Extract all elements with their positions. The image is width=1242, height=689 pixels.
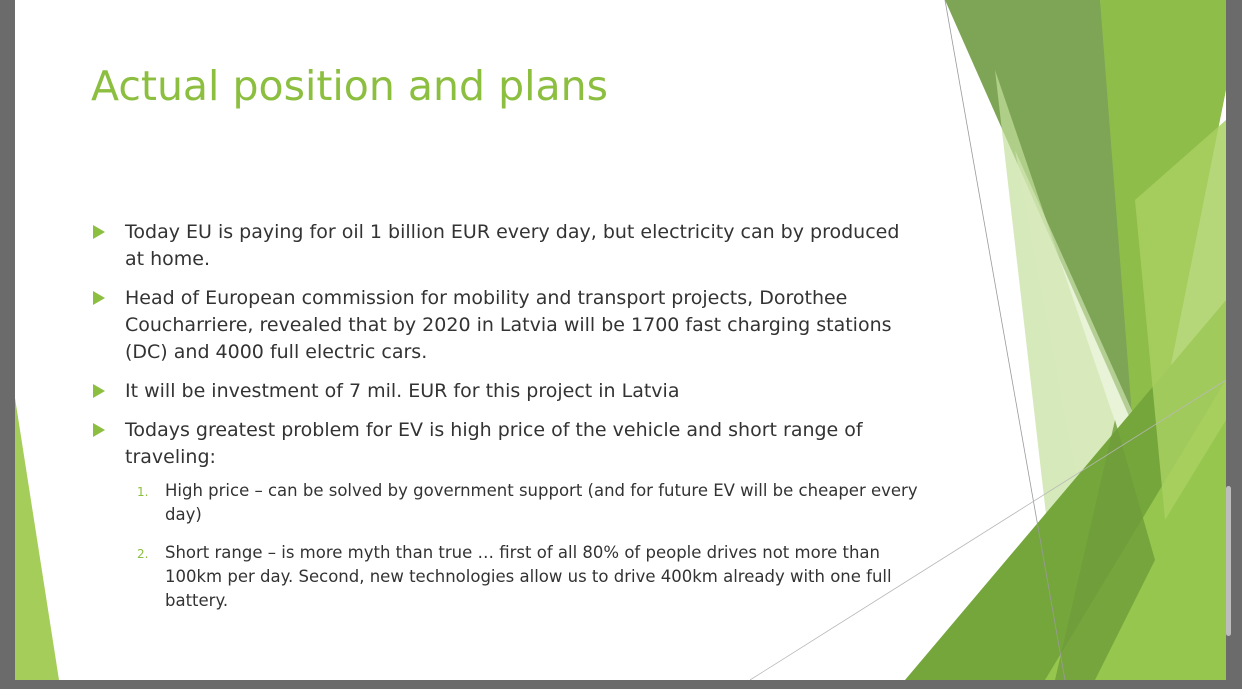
numbered-item xyxy=(125,541,921,613)
triangle-right-icon xyxy=(93,423,105,437)
bullet-item xyxy=(91,285,921,366)
slide-title: Actual position and plans xyxy=(91,62,608,110)
bullet-text: Todays greatest problem for EV is high price of the vehicle and short range of traveling: xyxy=(125,419,863,468)
bullet-item xyxy=(91,378,921,405)
numbered-item xyxy=(125,479,921,527)
item-number: 1. xyxy=(137,485,149,499)
bullet-list xyxy=(91,219,921,627)
slide-canvas xyxy=(15,0,1226,680)
item-number: 2. xyxy=(137,547,149,561)
bullet-item xyxy=(91,219,921,273)
triangle-right-icon xyxy=(93,384,105,398)
scrollbar-thumb[interactable] xyxy=(1226,486,1231,636)
numbered-sub-list xyxy=(125,479,921,613)
triangle-right-icon xyxy=(93,291,105,305)
triangle-right-icon xyxy=(93,225,105,239)
numbered-item-text: High price – can be solved by government support (and for future EV will be cheaper every day) xyxy=(165,481,918,524)
bullet-text: It will be investment of 7 mil. EUR for this project in Latvia xyxy=(125,380,680,402)
bullet-text: Today EU is paying for oil 1 billion EUR every day, but electricity can by produced at home. xyxy=(125,221,900,270)
bullet-text: Head of European commission for mobility and transport projects, Dorothee Coucharriere, revealed that by 2020 in Latvia will be 1700 fast charging stations (DC) and 4000 full electric cars. xyxy=(125,287,892,363)
bullet-item xyxy=(91,417,921,613)
numbered-item-text: Short range – is more myth than true … first of all 80% of people drives not more than 100km per day. Second, new technologies allow us to drive 400km already with one full battery. xyxy=(165,543,892,610)
